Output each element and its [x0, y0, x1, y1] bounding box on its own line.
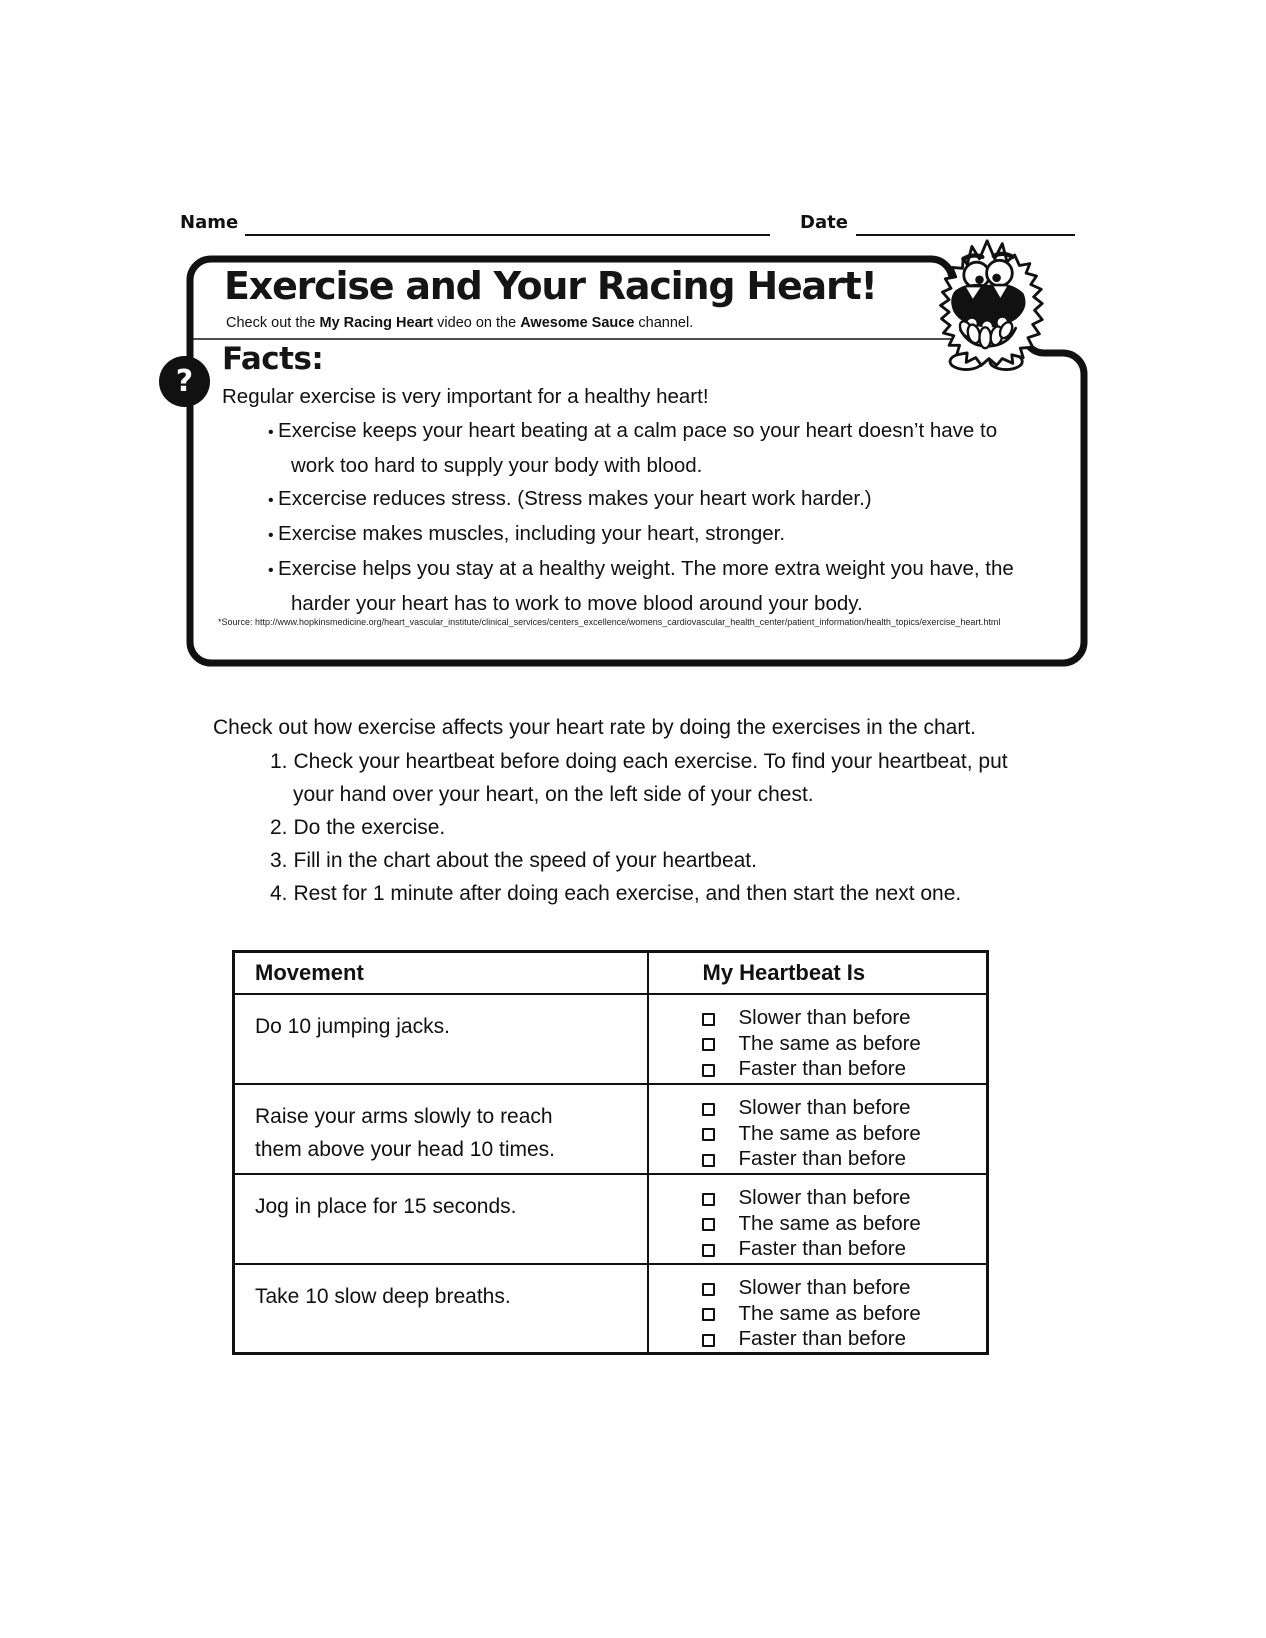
- activity-intro: Check out how exercise affects your heart rate by doing the exercises in the chart.: [213, 716, 977, 739]
- option-row: [702, 1211, 987, 1237]
- step-number: 3.: [270, 849, 288, 872]
- checkbox[interactable]: [702, 1013, 715, 1026]
- option-label: Faster than before: [738, 1327, 907, 1351]
- facts-bullet: • Exercise helps you stay at a healthy weight. The more extra weight you have, the harder your heart has to work to move blood around your body.: [291, 552, 1030, 620]
- step-number: 1.: [270, 750, 288, 773]
- heartbeat-column-header: My Heartbeat Is: [648, 952, 988, 994]
- option-row: [702, 1186, 987, 1212]
- subtitle-channel-name: Awesome Sauce: [520, 315, 635, 331]
- heartbeat-options-cell: [648, 1264, 988, 1354]
- facts-section: [222, 341, 1030, 620]
- movement-cell: [234, 1084, 648, 1174]
- option-label: The same as before: [738, 1031, 921, 1055]
- option-label: Faster than before: [738, 1147, 907, 1171]
- heartbeat-chart-table: [232, 950, 989, 1355]
- checkbox[interactable]: [702, 1334, 715, 1347]
- option-label: The same as before: [738, 1301, 921, 1325]
- facts-bullet-list: [222, 414, 1030, 620]
- movement-text: Raise your arms slowly to reach them above your head 10 times.: [255, 1104, 556, 1161]
- option-row: [702, 1057, 987, 1083]
- option-label: Slower than before: [738, 1006, 911, 1030]
- checkbox[interactable]: [702, 1308, 715, 1321]
- facts-intro: Regular exercise is very important for a healthy heart!: [222, 385, 709, 408]
- checkbox[interactable]: [702, 1154, 715, 1167]
- facts-bullet: • Exercise keeps your heart beating at a calm pace so your heart doesn’t have to work too hard to supply your body with blood.: [291, 414, 1030, 482]
- name-field-line[interactable]: [245, 234, 770, 236]
- option-label: The same as before: [738, 1121, 921, 1145]
- movement-text: Do 10 jumping jacks.: [255, 1014, 450, 1038]
- option-row: [702, 1031, 987, 1057]
- question-mark-glyph: ?: [175, 363, 194, 399]
- checkbox[interactable]: [702, 1193, 715, 1206]
- heartbeat-options-cell: [648, 1084, 988, 1174]
- table-row: [234, 1264, 988, 1354]
- checkbox[interactable]: [702, 1103, 715, 1116]
- table-row: [234, 1084, 988, 1174]
- subtitle-middle: video on the: [433, 315, 521, 331]
- option-row: [702, 1147, 987, 1173]
- checkbox[interactable]: [702, 1218, 715, 1231]
- option-row: [702, 1096, 987, 1122]
- option-label: Slower than before: [738, 1276, 911, 1300]
- activity-step: [270, 877, 1023, 910]
- step-text: Check your heartbeat before doing each exercise. To find your heartbeat, put your hand over your heart, on the left side of your chest.: [293, 750, 1008, 806]
- table-header-row: [234, 952, 988, 994]
- heartbeat-options-cell: [648, 994, 988, 1084]
- subtitle-suffix: channel.: [634, 315, 694, 331]
- date-label: Date: [800, 212, 848, 233]
- checkbox[interactable]: [702, 1064, 715, 1077]
- checkbox[interactable]: [702, 1038, 715, 1051]
- movement-text: Jog in place for 15 seconds.: [255, 1194, 517, 1218]
- table-row: [234, 994, 988, 1084]
- facts-bullet: • Exercise makes muscles, including your heart, stronger.: [291, 517, 1030, 552]
- movement-cell: [234, 1174, 648, 1264]
- table-row: [234, 1174, 988, 1264]
- option-row: [702, 1301, 987, 1327]
- subtitle-video-title: My Racing Heart: [319, 315, 434, 331]
- option-row: [702, 1237, 987, 1263]
- source-citation: *Source: http://www.hopkinsmedicine.org/heart_vascular_institute/clinical_services/centers_excellence/womens_cardiovascular_health_center/patient_information/health_topics/exercise_heart.html: [218, 617, 1001, 627]
- movement-cell: [234, 1264, 648, 1354]
- option-row: [702, 1006, 987, 1032]
- step-text: Do the exercise.: [293, 816, 446, 839]
- activity-step: [270, 745, 1023, 811]
- option-label: Slower than before: [738, 1096, 911, 1120]
- option-row: [702, 1327, 987, 1353]
- subtitle-prefix: Check out the: [226, 315, 320, 331]
- activity-instructions: [213, 711, 1023, 910]
- checkbox[interactable]: [702, 1128, 715, 1141]
- facts-bullet: • Excercise reduces stress. (Stress makes your heart work harder.): [291, 482, 1030, 517]
- movement-cell: [234, 994, 648, 1084]
- step-text: Fill in the chart about the speed of your heartbeat.: [293, 849, 757, 872]
- checkbox[interactable]: [702, 1283, 715, 1296]
- option-label: Slower than before: [738, 1186, 911, 1210]
- movement-text: Take 10 slow deep breaths.: [255, 1284, 511, 1308]
- activity-step-list: [213, 745, 1023, 910]
- option-row: [702, 1121, 987, 1147]
- facts-heading: Facts:: [222, 341, 324, 377]
- heartbeat-options-cell: [648, 1174, 988, 1264]
- page-title: Exercise and Your Racing Heart!: [224, 264, 877, 308]
- step-text: Rest for 1 minute after doing each exercise, and then start the next one.: [293, 882, 962, 905]
- step-number: 4.: [270, 882, 288, 905]
- activity-step: [270, 844, 1023, 877]
- name-label: Name: [180, 212, 239, 233]
- option-label: Faster than before: [738, 1057, 907, 1081]
- option-label: The same as before: [738, 1211, 921, 1235]
- step-number: 2.: [270, 816, 288, 839]
- movement-column-header: Movement: [234, 952, 648, 994]
- question-mark-icon: [159, 356, 210, 407]
- option-row: [702, 1276, 987, 1302]
- checkbox[interactable]: [702, 1244, 715, 1257]
- option-label: Faster than before: [738, 1237, 907, 1261]
- activity-step: [270, 811, 1023, 844]
- page-subtitle: [226, 315, 693, 331]
